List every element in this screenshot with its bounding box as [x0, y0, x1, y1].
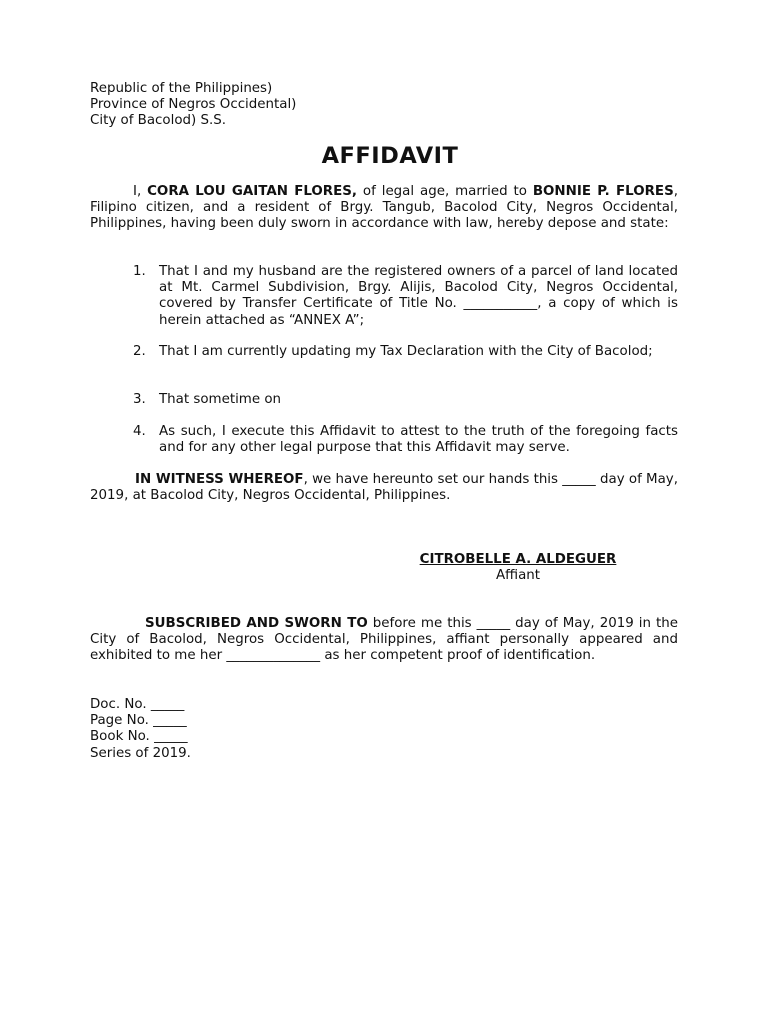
venue-line-city: City of Bacolod) S.S. — [90, 113, 227, 129]
witness-paragraph — [90, 472, 678, 504]
witness-lead: IN WITNESS WHEREOF — [135, 472, 304, 487]
jurat-paragraph — [90, 616, 678, 665]
list-item-number: 2. — [133, 344, 146, 359]
intro-middle: of legal age, married to — [357, 184, 533, 199]
intro-rest: , Filipino citizen, and a resident of Brgy. Tangub, Bacolod City, Negros Occidental, Philippines, having been duly sworn in accordance with law, hereby depose and state: — [90, 184, 678, 232]
list-item-text: That I and my husband are the registered owners of a parcel of land located at Mt. Carmel Subdivision, Brgy. Alijis, Bacolod City, Negros Occidental, covered by Transfer Certificate of Title No. ___________, a copy of which is herein attached as “ANNEX A”; — [159, 264, 678, 328]
list-item-number: 3. — [133, 392, 146, 407]
venue-line-republic: Republic of the Philippines) — [90, 81, 273, 96]
book-no: Book No. _____ — [90, 729, 188, 745]
jurat-rest: before me this _____ day of May, 2019 in the City of Bacolod, Negros Occidental, Philippines, affiant personally appeared and exhibited to me her ______________ as her competent proof of identification. — [90, 616, 679, 664]
notarial-register — [90, 697, 191, 762]
intro-prefix: I, — [133, 184, 148, 199]
list-item-text: As such, I execute this Affidavit to attest to the truth of the foregoing facts and for any other legal purpose that this Affidavit may serve. — [159, 424, 678, 456]
list-item-text: That I am currently updating my Tax Declaration with the City of Bacolod; — [159, 344, 653, 359]
intro-paragraph — [90, 184, 678, 233]
venue-block — [90, 81, 296, 130]
affiant-name: CORA LOU GAITAN FLORES, — [147, 184, 358, 199]
venue-line-province: Province of Negros Occidental) — [90, 97, 297, 113]
signer-role: Affiant — [495, 568, 541, 584]
doc-no: Doc. No. _____ — [90, 697, 185, 712]
series-year: Series of 2019. — [90, 745, 191, 761]
list-item-text: That sometime on — [159, 392, 282, 407]
list-item-number: 4. — [133, 424, 146, 439]
spouse-name: BONNIE P. FLORES — [532, 184, 674, 199]
page-no: Page No. _____ — [90, 713, 187, 729]
signature-block — [407, 552, 629, 584]
document-title: AFFIDAVIT — [321, 143, 459, 169]
jurat-lead: SUBSCRIBED AND SWORN TO — [145, 616, 368, 631]
signer-name: CITROBELLE A. ALDEGUER — [419, 552, 617, 567]
witness-rest: , we have hereunto set our hands this _____ day of May, 2019, at Bacolod City, Negros Occidental, Philippines. — [90, 472, 678, 504]
list-item-number: 1. — [133, 264, 146, 279]
